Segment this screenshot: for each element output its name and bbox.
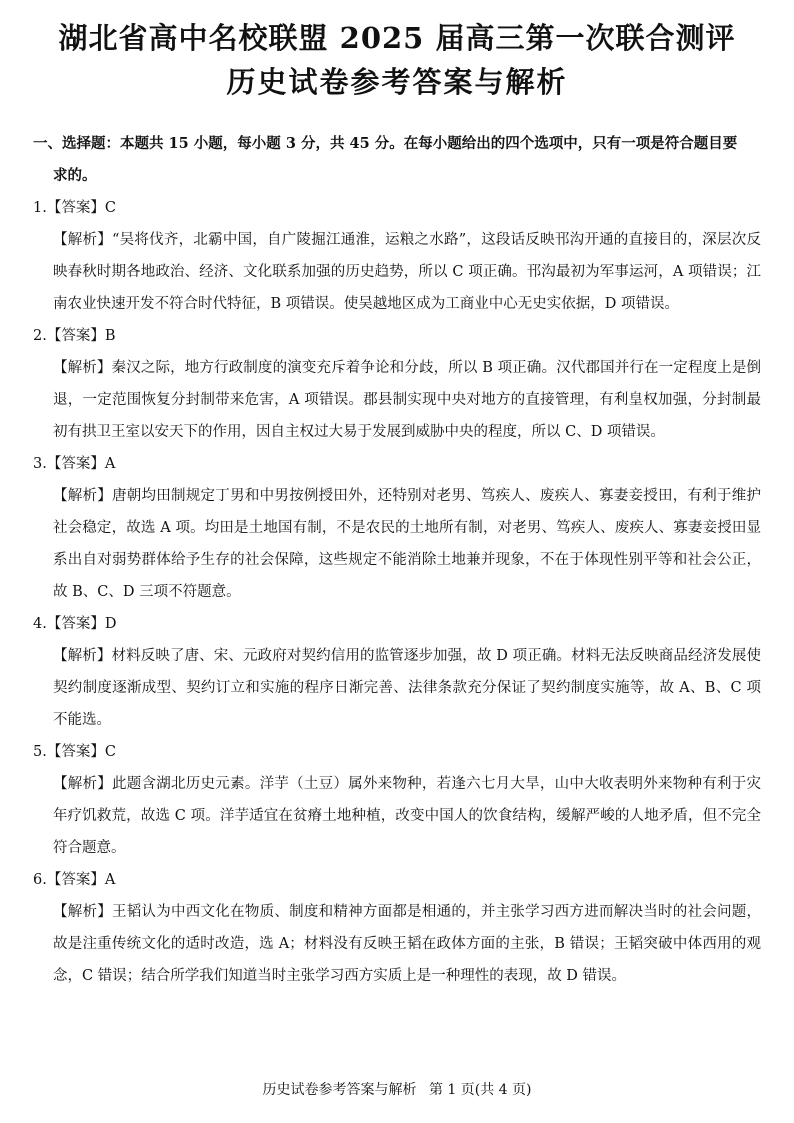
answer-tag: 【答案】	[46, 616, 105, 632]
section-heading-line2: 求的。	[53, 167, 97, 184]
document-title: 湖北省高中名校联盟 2025 届高三第一次联合测评	[58, 21, 736, 55]
analysis-paragraph: 【解析】“吴将伐齐，北霸中国，自广陵掘江通淮，运粮之水路”，这段话反映邗沟开通的直接目的，深层次反映春秋时期各地政治、经济、文化联系加强的历史趋势，所以 C 项正确。邗沟最初为军事运河，A 项错误；江南农业快速开发不符合时代特征，B 项错误。使吴越地区成为工商业中心无史实依据，D 项错误。	[53, 232, 761, 312]
answer-value: A	[104, 872, 116, 888]
answer-tag: 【答案】	[46, 456, 105, 472]
answer-value: A	[104, 456, 116, 472]
answer-line	[33, 320, 761, 352]
question-number: 5.	[33, 744, 47, 760]
section-heading	[33, 128, 761, 192]
question-number: 4.	[33, 616, 47, 632]
analysis-paragraph: 【解析】此题含湖北历史元素。洋芋（土豆）属外来物种，若逢六七月大旱，山中大收表明外来物种有利于灾年疗饥救荒，故选 C 项。洋芋适宜在贫瘠土地种植，改变中国人的饮食结构，缓解严峻的人地矛盾，但不完全符合题意。	[53, 776, 761, 856]
document-subtitle: 历史试卷参考答案与解析	[226, 65, 568, 99]
section-heading-line1: 一、选择题：本题共 15 小题，每小题 3 分，共 45 分。在每小题给出的四个选项中，只有一项是符合题目要	[33, 135, 738, 152]
question-number: 2.	[33, 328, 47, 344]
question-number: 3.	[33, 456, 47, 472]
answer-tag: 【答案】	[46, 328, 105, 344]
question-number: 1.	[33, 200, 47, 216]
footer-doc-name: 历史试卷参考答案与解析	[262, 1082, 417, 1098]
answer-line	[33, 736, 761, 768]
analysis-paragraph: 【解析】唐朝均田制规定丁男和中男按例授田外，还特别对老男、笃疾人、废疾人、寡妻妾授田，有利于维护社会稳定，故选 A 项。均田是土地国有制，不是农民的土地所有制，对老男、笃疾人、废疾人、寡妻妾授田显系出自对弱势群体给予生存的社会保障，这些规定不能消除土地兼并现象，不在于体现性别平等和社会公正，故 B、C、D 三项不符题意。	[53, 488, 761, 600]
question-number: 6.	[33, 872, 47, 888]
page-footer	[0, 1078, 794, 1102]
analysis-paragraph: 【解析】秦汉之际，地方行政制度的演变充斥着争论和分歧，所以 B 项正确。汉代郡国并行在一定程度上是倒退，一定范围恢复分封制带来危害，A 项错误。郡县制实现中央对地方的直接管理，有利皇权加强，分封制最初有拱卫王室以安天下的作用，因自主权过大易于发展到威胁中央的程度，所以 C、D 项错误。	[53, 360, 761, 440]
answer-value: C	[104, 744, 116, 760]
answer-line	[33, 864, 761, 896]
analysis-paragraph: 【解析】王韬认为中西文化在物质、制度和精神方面都是相通的，并主张学习西方进而解决当时的社会问题，故是注重传统文化的适时改造，选 A；材料没有反映王韬在政体方面的主张，B 错误；王韬突破中体西用的观念，C 错误；结合所学我们知道当时主张学习西方实质上是一种理性的表现，故 D 错误。	[53, 904, 761, 984]
footer-page-info: 第 1 页(共 4 页)	[428, 1082, 532, 1098]
answer-line	[33, 608, 761, 640]
answer-line	[33, 448, 761, 480]
answer-value: D	[104, 616, 117, 632]
answer-value: C	[104, 200, 116, 216]
answer-tag: 【答案】	[46, 872, 105, 888]
answer-tag: 【答案】	[46, 200, 105, 216]
document-body	[33, 128, 761, 992]
answer-line	[33, 192, 761, 224]
answer-tag: 【答案】	[46, 744, 105, 760]
analysis-paragraph: 【解析】材料反映了唐、宋、元政府对契约信用的监管逐步加强，故 D 项正确。材料无法反映商品经济发展使契约制度逐渐成型、契约订立和实施的程序日渐完善、法律条款充分保证了契约制度实施等，故 A、B、C 项不能选。	[53, 648, 761, 728]
answer-value: B	[104, 328, 116, 344]
